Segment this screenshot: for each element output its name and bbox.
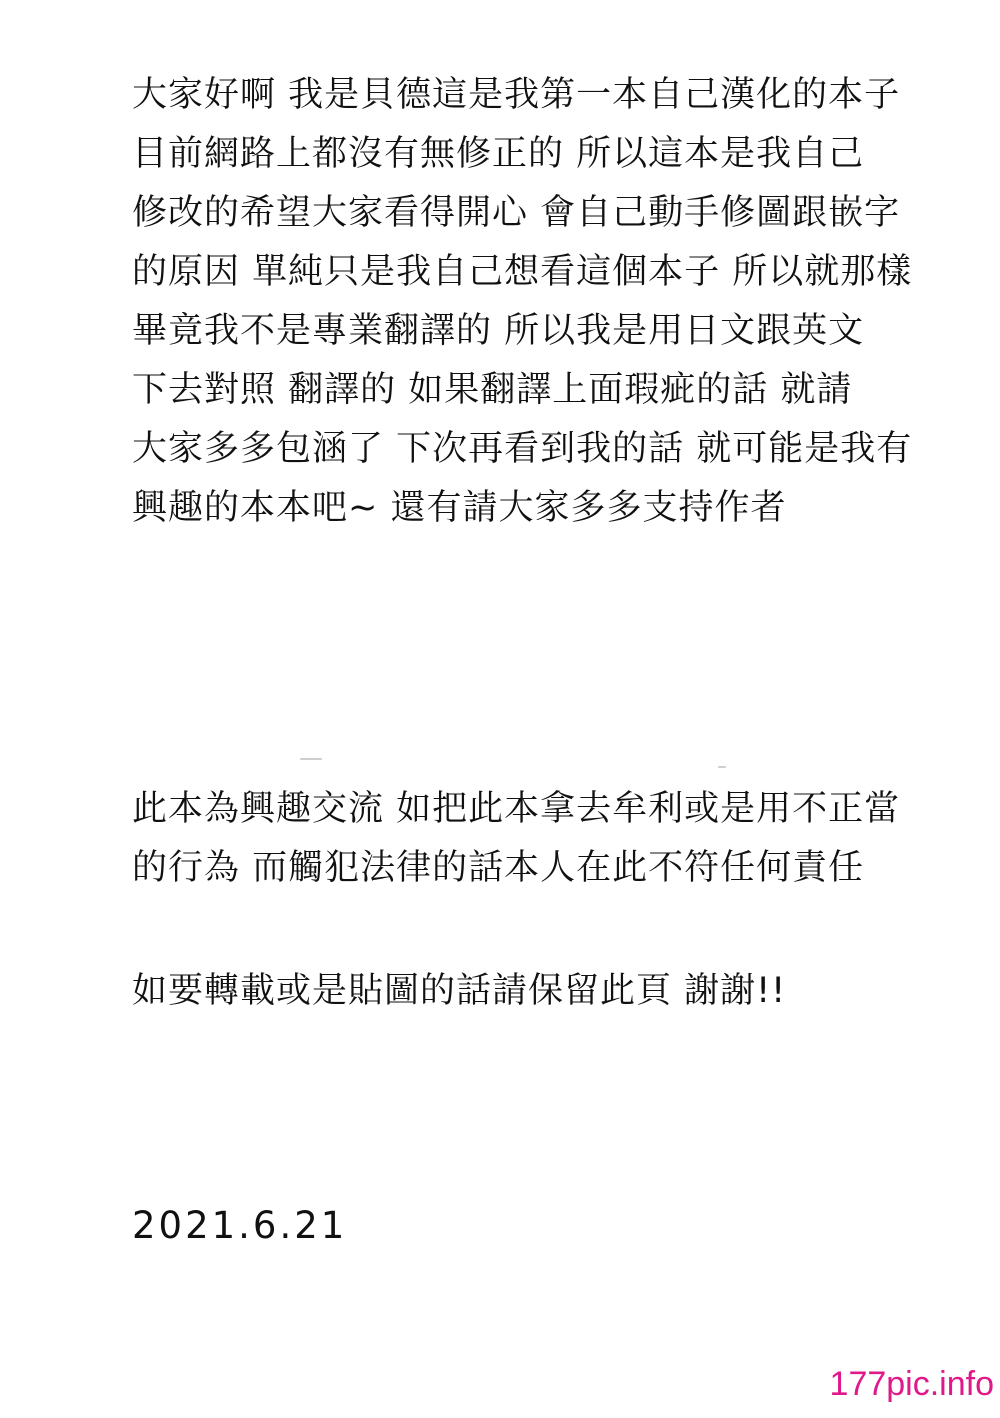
scan-smudge (718, 766, 726, 768)
intro-line: 興趣的本本吧~ 還有請大家多多支持作者 (132, 488, 787, 528)
repost-line: 如要轉載或是貼圖的話請保留此頁 謝謝!! (132, 971, 787, 1011)
intro-paragraph (132, 66, 932, 538)
intro-line: 下去對照 翻譯的 如果翻譯上面瑕疵的話 就請 (132, 370, 853, 410)
watermark-text: 177pic.info (829, 1365, 994, 1403)
disclaimer-paragraph (132, 780, 932, 898)
intro-line: 畢竟我不是專業翻譯的 所以我是用日文跟英文 (132, 311, 865, 351)
intro-line: 目前網路上都沒有無修正的 所以這本是我自己 (132, 134, 865, 174)
date-text: 2021.6.21 (132, 1204, 348, 1247)
intro-line: 的原因 單純只是我自己想看這個本子 所以就那樣 (132, 252, 913, 292)
intro-line: 大家好啊 我是貝德這是我第一本自己漢化的本子 (132, 75, 901, 115)
scan-smudge (300, 758, 322, 760)
disclaimer-line: 此本為興趣交流 如把此本拿去牟利或是用不正當 (132, 789, 901, 829)
repost-notice (132, 962, 932, 1021)
intro-line: 修改的希望大家看得開心 會自己動手修圖跟嵌字 (132, 193, 901, 233)
disclaimer-line: 的行為 而觸犯法律的話本人在此不符任何責任 (132, 848, 865, 888)
intro-line: 大家多多包涵了 下次再看到我的話 就可能是我有 (132, 429, 913, 469)
